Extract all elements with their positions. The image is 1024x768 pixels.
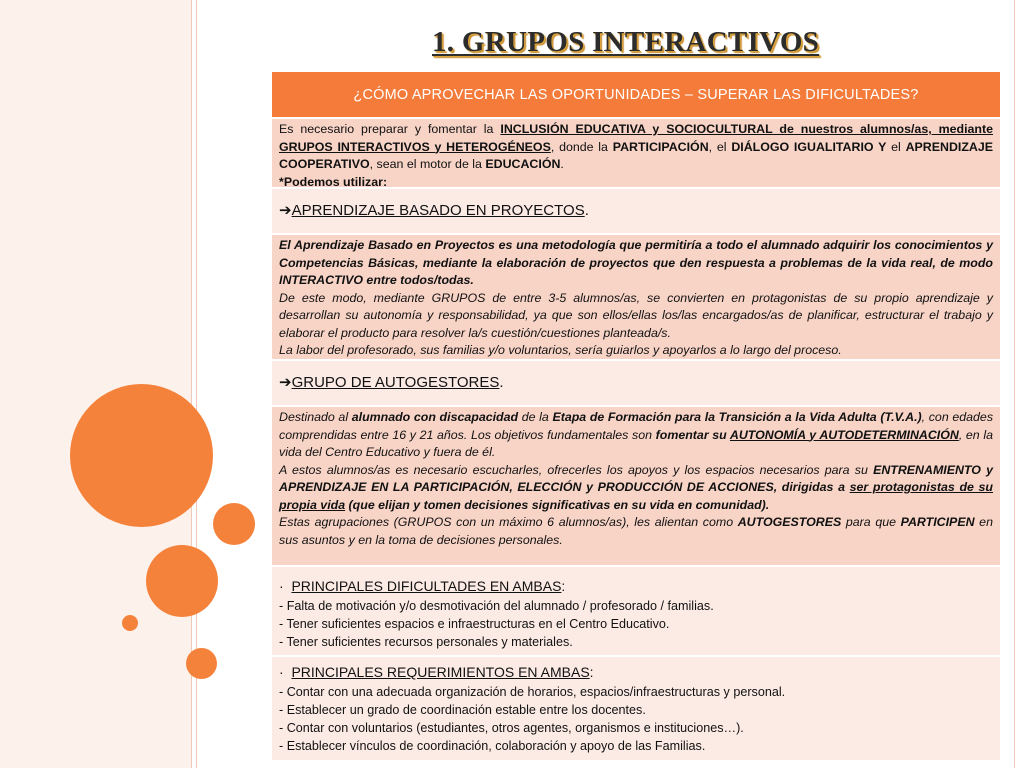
intro-text: , donde la bbox=[550, 139, 613, 154]
list-item: - Contar con voluntarios (estudiantes, otros agentes, organismos e instituciones…). bbox=[279, 721, 744, 735]
auto-emphasis: fomentar su bbox=[655, 427, 730, 442]
intro-emphasis: APRENDIZAJE COOPERATIVO bbox=[279, 139, 994, 171]
auto-emphasis: PARTICIPEN bbox=[900, 515, 975, 529]
intro-emphasis: INCLUSIÓN EDUCATIVA y SOCIOCULTURAL de nuestros alumnos/as, mediante GRUPOS INTERACTIVOS y HETEROGÉNEOS bbox=[279, 122, 993, 154]
auto-text: Estas agrupaciones (GRUPOS con un máximo 6 alumnos/as), les alientan como bbox=[279, 515, 738, 529]
content-table bbox=[272, 72, 1000, 760]
list-title-colon: : bbox=[589, 664, 594, 680]
intro-text: , sean el motor de la bbox=[369, 157, 486, 171]
auto-text: de la bbox=[518, 410, 553, 424]
auto-emphasis: alumnado con discapacidad bbox=[351, 410, 519, 424]
list-item: - Tener suficientes espacios e infraestructuras en el Centro Educativo. bbox=[279, 617, 670, 631]
page-title: 1. GRUPOS INTERACTIVOS bbox=[432, 26, 820, 58]
section-title-dot: . bbox=[499, 374, 504, 392]
auto-emphasis: ENTRENAMIENTO y APRENDIZAJE EN LA PARTICIPACIÓN, ELECCIÓN y PRODUCCIÓN DE ACCIONES, dirigidas a bbox=[279, 462, 994, 494]
abp-paragraph: La labor del profesorado, sus familias y/o voluntarios, sería guiarlos y apoyarlos a lo largo del proceso. bbox=[279, 343, 842, 357]
requerimientos-row bbox=[272, 657, 1000, 760]
abp-description-row bbox=[272, 235, 1000, 361]
intro-emphasis: PARTICIPACIÓN bbox=[612, 139, 709, 154]
intro-text: . bbox=[560, 157, 564, 171]
decor-rule bbox=[1014, 0, 1015, 768]
abp-paragraph: El Aprendizaje Basado en Proyectos es una metodología que permitiría a todo el alumnado adquirir los conocimientos y Competencias Básicas, mediante la elaboración de proyectos que den respuesta a problemas de la vida real, de modo INTERACTIVO entre todos/todas. bbox=[279, 238, 993, 287]
list-item: - Contar con una adecuada organización de horarios, espacios/infraestructuras y personal. bbox=[279, 685, 786, 699]
list-item: - Falta de motivación y/o desmotivación del alumnado / profesorado / familias. bbox=[279, 599, 714, 613]
auto-emphasis: Etapa de Formación para la Transición a la Vida Adulta (T.V.A.) bbox=[552, 410, 922, 424]
auto-text: A estos alumnos/as es necesario escucharles, ofrecerles los apoyos y los espacios necesarios para su bbox=[279, 462, 874, 477]
intro-note: *Podemos utilizar: bbox=[279, 174, 388, 189]
intro-row bbox=[272, 119, 1000, 189]
arrow-right-icon: ➔ bbox=[279, 374, 292, 392]
section-heading-autogestores bbox=[272, 361, 1000, 407]
bullet-icon: · bbox=[279, 664, 284, 680]
auto-text: , en la vida del Centro Educativo y fuera de él. bbox=[279, 427, 993, 459]
auto-text: Destinado al bbox=[279, 410, 352, 424]
list-title-colon: : bbox=[561, 578, 566, 594]
intro-text: Es necesario preparar y fomentar la bbox=[279, 122, 501, 136]
dificultades-row bbox=[272, 567, 1000, 657]
decor-circle bbox=[213, 503, 255, 545]
auto-text: , con edades comprendidas entre 16 y 21 años. Los objetivos fundamentales son bbox=[279, 410, 994, 442]
decor-circle-small bbox=[122, 615, 138, 631]
list-title-text: PRINCIPALES DIFICULTADES EN AMBAS bbox=[291, 578, 562, 594]
autogestores-description-row bbox=[272, 407, 1000, 567]
auto-emphasis: (que elijan y tomen decisiones significativas en su vida en comunidad). bbox=[345, 497, 770, 512]
decor-circle bbox=[186, 648, 217, 679]
auto-emphasis: AUTOGESTORES bbox=[737, 515, 842, 529]
dificultades-title bbox=[279, 575, 993, 597]
intro-text: , el bbox=[708, 139, 732, 154]
section-title-dot: . bbox=[584, 202, 589, 220]
section-title: GRUPO DE AUTOGESTORES bbox=[291, 374, 500, 392]
list-item: - Establecer vínculos de coordinación, colaboración y apoyo de las Familias. bbox=[279, 739, 706, 753]
intro-text: el bbox=[886, 139, 906, 154]
section-heading-abp bbox=[272, 189, 1000, 235]
decor-circle-large bbox=[70, 384, 213, 527]
arrow-right-icon: ➔ bbox=[279, 202, 292, 220]
abp-paragraph: De este modo, mediante GRUPOS de entre 3-5 alumnos/as, se convierten en protagonistas de su propio aprendizaje y desarrollan su autonomía y responsabilidad, ya que son ellos/ellas los/las encargados/as de planificar, estructurar el trabajo y elaborar el producto para resolver la/s cuestión/cuestiones planteada/s. bbox=[279, 290, 993, 340]
table-header: ¿CÓMO APROVECHAR LAS OPORTUNIDADES – SUPERAR LAS DIFICULTADES? bbox=[272, 72, 1000, 119]
bullet-icon: · bbox=[279, 578, 284, 594]
section-title: APRENDIZAJE BASADO EN PROYECTOS bbox=[291, 202, 585, 220]
intro-emphasis: EDUCACIÓN bbox=[485, 157, 561, 171]
list-item: - Establecer un grado de coordinación estable entre los docentes. bbox=[279, 703, 646, 717]
auto-text: para que bbox=[841, 515, 901, 529]
intro-emphasis: DIÁLOGO IGUALITARIO Y bbox=[731, 139, 887, 154]
auto-emphasis: ser protagonistas de su propia vida bbox=[279, 480, 994, 512]
auto-emphasis: AUTONOMÍA y AUTODETERMINACIÓN bbox=[729, 427, 959, 442]
left-decor-band bbox=[0, 0, 192, 768]
list-item: - Tener suficientes recursos personales y materiales. bbox=[279, 635, 573, 649]
requerimientos-title bbox=[279, 661, 993, 683]
list-title-text: PRINCIPALES REQUERIMIENTOS EN AMBAS bbox=[291, 664, 590, 680]
decor-circle bbox=[146, 545, 218, 617]
auto-text: en sus asuntos y en la toma de decisiones personales. bbox=[279, 515, 993, 547]
